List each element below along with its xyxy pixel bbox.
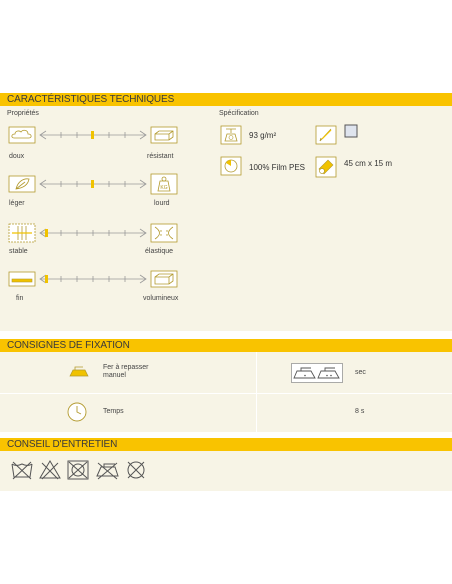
time-label: Temps xyxy=(103,408,124,415)
woven-icon xyxy=(8,223,36,243)
volume-box-icon xyxy=(150,270,178,288)
clock-icon xyxy=(66,401,88,423)
slider-leger-lourd xyxy=(38,178,148,190)
prop-left-leger: léger xyxy=(9,200,25,207)
no-iron-icon xyxy=(94,459,120,481)
prop-left-fin: fin xyxy=(16,295,24,302)
iron-temperature-icons xyxy=(291,363,343,383)
slider-stable-elastique xyxy=(38,227,148,239)
prop-left-stable: stable xyxy=(9,248,28,255)
fixation-col-divider xyxy=(256,352,257,432)
prop-right-lourd: lourd xyxy=(154,200,170,207)
scale-icon xyxy=(220,125,242,145)
spec-material: 100% Film PES xyxy=(249,163,306,172)
time-value: 8 s xyxy=(355,408,365,415)
no-dry-clean-icon xyxy=(124,459,148,481)
fixation-row-divider xyxy=(0,393,452,394)
thin-layer-icon xyxy=(8,271,36,287)
care-header: CONSEIL D'ENTRETIEN xyxy=(0,438,452,451)
spec-size: 45 cm x 15 m xyxy=(344,159,393,168)
specification-label: Spécification xyxy=(219,110,259,117)
properties-label: Propriétés xyxy=(7,110,39,117)
iron-setting: sec xyxy=(355,369,366,376)
kg-weight-icon xyxy=(150,173,178,195)
stretch-icon xyxy=(150,223,178,243)
prop-right-elastique: élastique xyxy=(145,248,174,255)
brick-icon xyxy=(150,126,178,144)
tech-header: CARACTÉRISTIQUES TECHNIQUES xyxy=(0,93,452,106)
no-wash-icon xyxy=(10,459,34,481)
iron-icon xyxy=(68,364,90,380)
prop-right-volumineux: volumineux xyxy=(143,295,179,302)
spec-weight: 93 g/m² xyxy=(249,131,277,140)
composition-icon xyxy=(220,156,242,176)
fixation-header: CONSIGNES DE FIXATION xyxy=(0,339,452,352)
prop-left-doux: doux xyxy=(9,153,25,160)
roll-icon xyxy=(315,156,337,178)
no-bleach-icon xyxy=(38,459,62,481)
iron-label: Fer à repasser manuel xyxy=(103,364,149,379)
no-tumble-dry-icon xyxy=(66,459,90,481)
slider-fin-volumineux xyxy=(38,273,148,285)
svg-text:KG: KG xyxy=(160,185,168,191)
prop-right-resistant: résistant xyxy=(147,153,174,160)
slider-doux-resistant xyxy=(38,129,148,141)
color-swatch-icon xyxy=(344,124,358,138)
feather-icon xyxy=(8,175,36,193)
cloud-icon xyxy=(8,126,36,144)
pen-icon xyxy=(315,125,337,145)
